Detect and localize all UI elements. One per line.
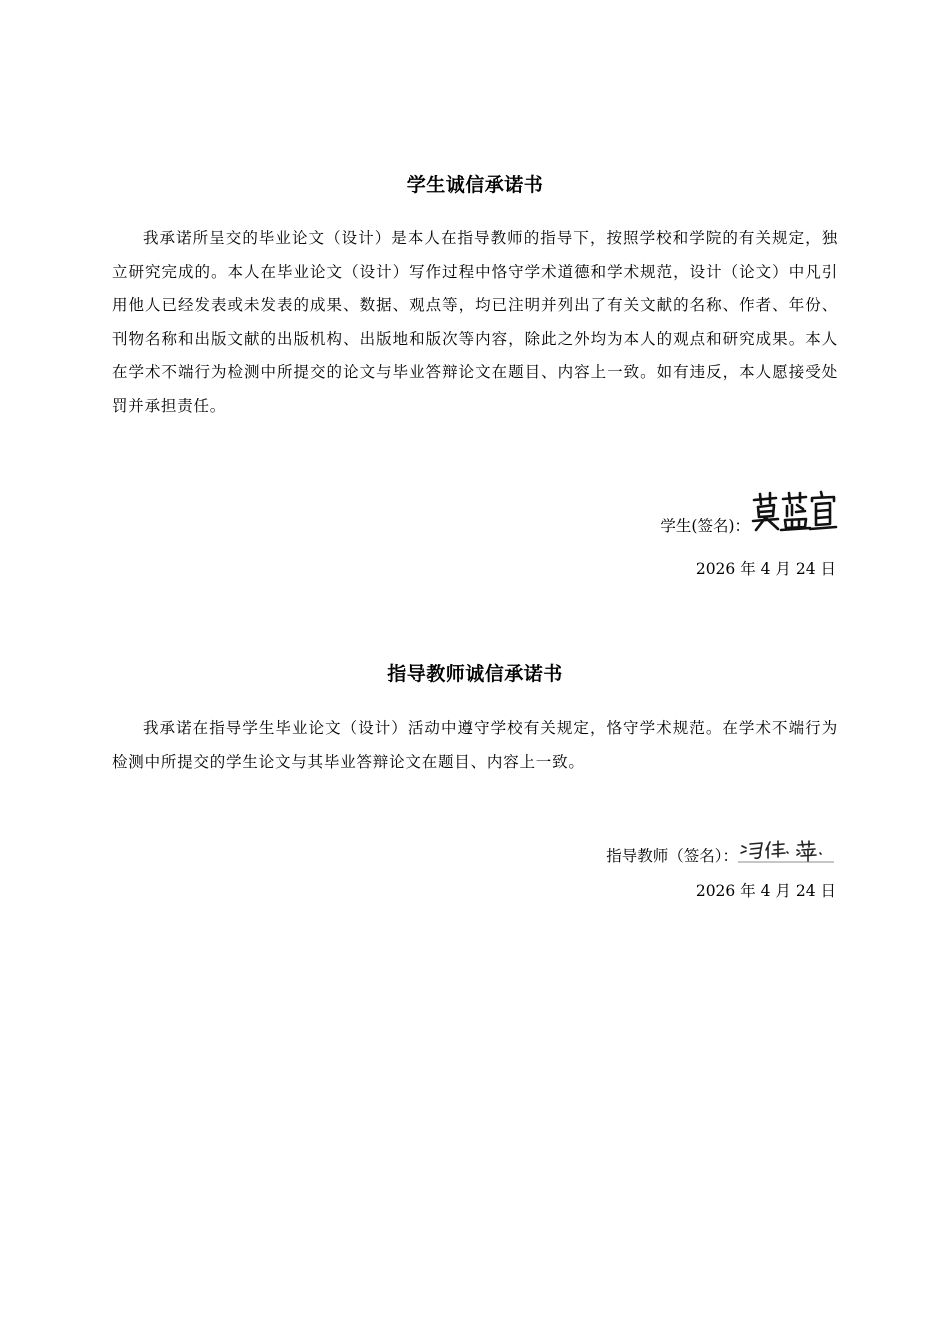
student-pledge-body: 我承诺所呈交的毕业论文（设计）是本人在指导教师的指导下，按照学校和学院的有关规定，独立研究完成的。本人在毕业论文（设计）写作过程中恪守学术道德和学术规范，设计（论文）中凡引用他人已经发表或未发表的成果、数据、观点等，均已注明并列出了有关文献的名称、作者、年份、刊物名称和出版文献的出版机构、出版地和版次等内容，除此之外均为本人的观点和研究成果。本人在学术不端行为检测中所提交的论文与毕业答辩论文在题目、内容上一致。如有违反，本人愿接受处罚并承担责任。	[112, 229, 838, 415]
student-pledge-title: 学生诚信承诺书	[406, 174, 544, 196]
teacher-handwritten-signature	[738, 838, 838, 864]
teacher-signature-date: 2026 年 4 月 24 日	[695, 882, 836, 900]
student-signature-image	[750, 490, 838, 538]
student-handwritten-signature	[750, 490, 838, 534]
student-signature-line	[660, 490, 838, 538]
student-signature-date: 2026 年 4 月 24 日	[695, 560, 836, 578]
teacher-signature-line	[606, 838, 838, 868]
teacher-pledge-body: 我承诺在指导学生毕业论文（设计）活动中遵守学校有关规定，恪守学术规范。在学术不端行为检测中所提交的学生论文与其毕业答辩论文在题目、内容上一致。	[112, 719, 838, 771]
teacher-signature-label: 指导教师（签名）：	[606, 847, 738, 865]
teacher-pledge-title: 指导教师诚信承诺书	[387, 663, 563, 685]
teacher-signature-image	[738, 838, 838, 868]
student-signature-label: 学生(签名)：	[660, 517, 750, 535]
